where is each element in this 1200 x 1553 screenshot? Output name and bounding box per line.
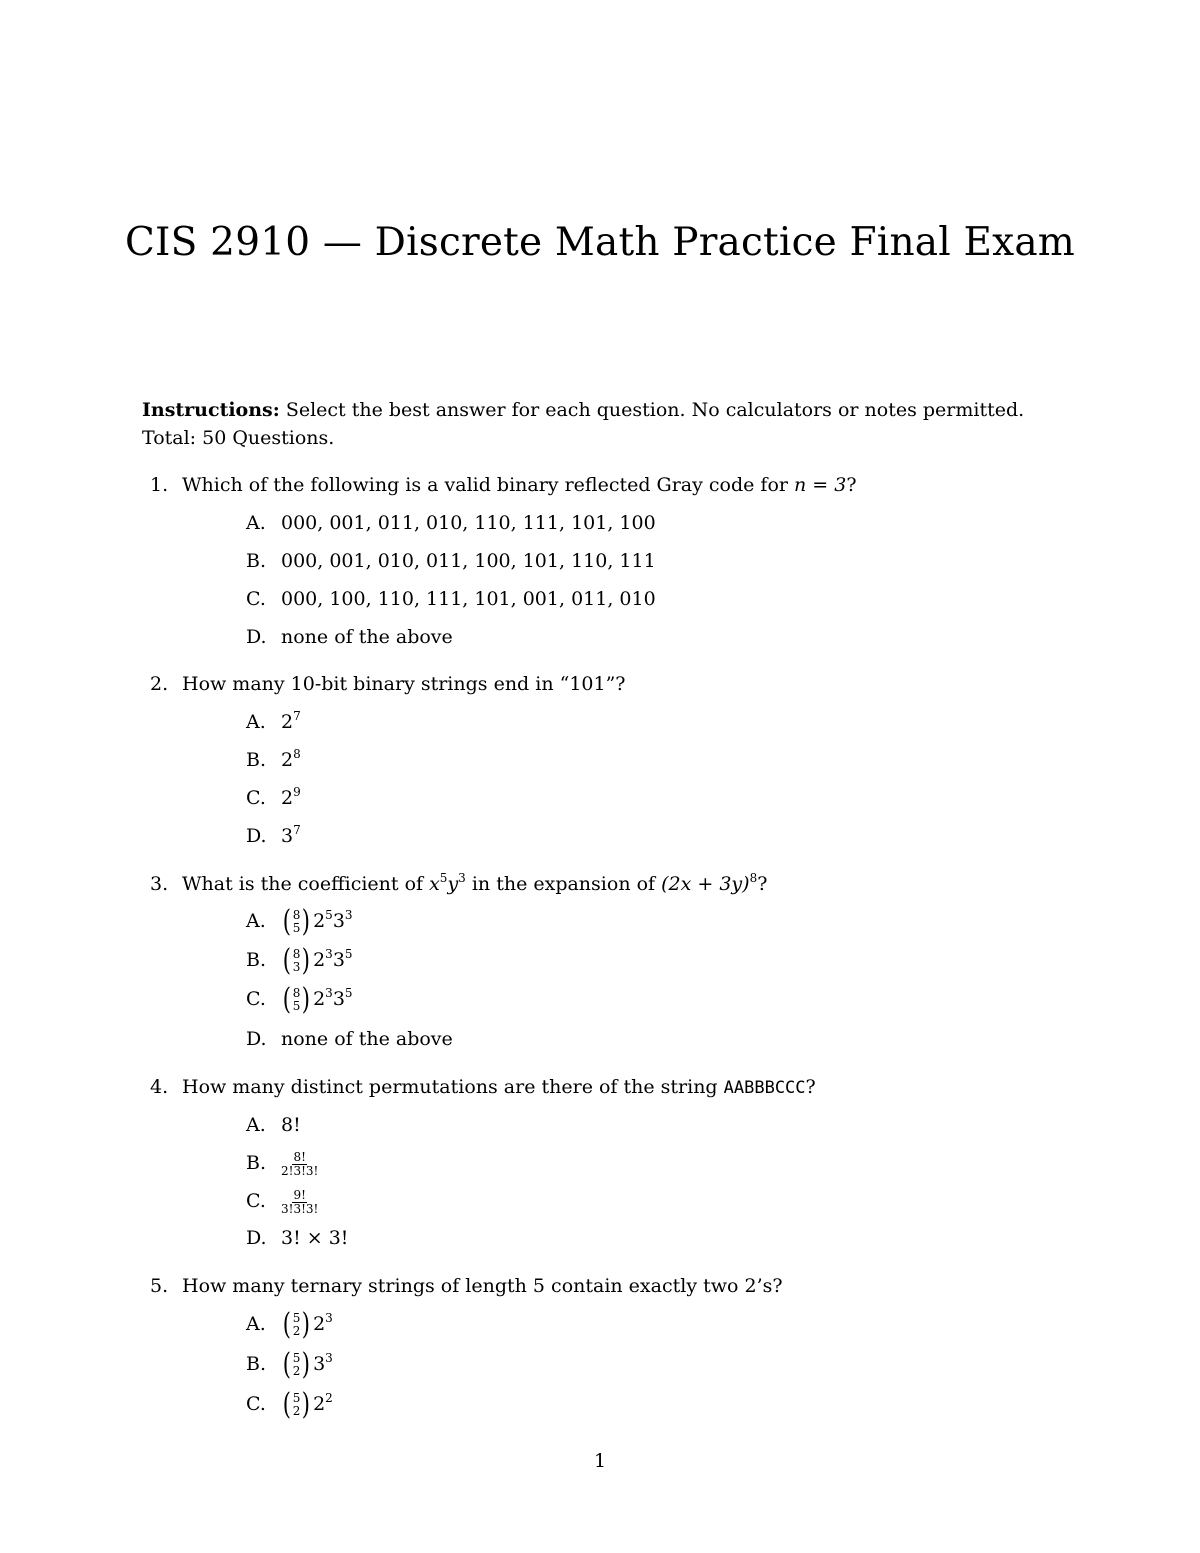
question-2	[150, 670, 626, 698]
binomial: ( 8 5 )	[282, 982, 311, 1017]
binomial-k: 5	[292, 921, 301, 935]
instructions-text: Select the best answer for each question. No calculators or notes permitted. Total: 50 Questions.	[142, 399, 1025, 449]
binomial: ( 5 2 )	[282, 1347, 311, 1382]
question-number: 3.	[150, 873, 169, 895]
question-3-option-a[interactable]	[246, 904, 353, 939]
question-3-option-c[interactable]	[246, 982, 353, 1017]
math-x-exp: 5	[439, 871, 448, 885]
option-letter: A.	[246, 1114, 266, 1136]
fraction-numerator: 8!	[293, 1149, 306, 1164]
option-letter: A.	[246, 1313, 266, 1335]
fraction	[281, 1151, 318, 1178]
binomial: ( 8 5 )	[282, 904, 311, 939]
question-5-option-b[interactable]	[246, 1347, 333, 1382]
binomial-n: 5	[292, 1391, 301, 1405]
option-letter: C.	[246, 988, 266, 1010]
question-1-option-d[interactable]	[246, 623, 453, 651]
question-number: 5.	[150, 1275, 169, 1297]
instructions-label: Instructions:	[142, 399, 280, 421]
factor-a-exp: 3	[325, 1311, 333, 1325]
factor-a-exp: 5	[325, 908, 333, 922]
question-text: How many distinct permutations are there of the string	[182, 1076, 724, 1098]
binomial-n: 8	[292, 908, 301, 922]
option-letter: B.	[246, 1353, 267, 1375]
option-letter: B.	[246, 749, 267, 771]
question-number: 4.	[150, 1076, 169, 1098]
question-3-option-d[interactable]	[246, 1025, 453, 1053]
binomial-n: 5	[292, 1311, 301, 1325]
binomial-n: 8	[292, 947, 301, 961]
option-exponent: 8	[293, 747, 301, 761]
binomial-k: 2	[292, 1404, 301, 1418]
question-text: What is the coefficient of	[182, 873, 430, 895]
option-letter: C.	[246, 588, 266, 610]
math-expression: (2x + 3y)	[661, 873, 750, 895]
question-1-option-c[interactable]	[246, 585, 656, 613]
option-exponent: 7	[293, 709, 301, 723]
question-text: How many 10-bit binary strings end in “101”?	[182, 673, 626, 695]
fraction-denominator: 3!3!3!	[281, 1201, 319, 1216]
factor-a-exp: 3	[325, 947, 333, 961]
page-title: CIS 2910 — Discrete Math Practice Final Exam	[125, 220, 1075, 265]
math-expression-exp: 8	[749, 871, 758, 885]
question-4-option-a[interactable]	[246, 1111, 301, 1139]
question-text: How many ternary strings of length 5 contain exactly two 2’s?	[182, 1275, 783, 1297]
fraction-denominator: 2!3!3!	[281, 1163, 319, 1178]
option-letter: A.	[246, 910, 266, 932]
question-3	[150, 870, 767, 898]
factor-b-exp: 5	[344, 947, 353, 961]
question-4-option-c[interactable]	[246, 1187, 318, 1216]
option-text: 8!	[281, 1114, 301, 1136]
binomial-n: 5	[292, 1351, 301, 1365]
factor-a: 2	[313, 949, 326, 971]
option-base: 2	[281, 711, 294, 733]
question-text-suffix: ?	[805, 1076, 816, 1098]
option-letter: C.	[246, 1190, 266, 1212]
question-text: Which of the following is a valid binary reflected Gray code for	[182, 474, 795, 496]
factor-a: 2	[313, 1393, 326, 1415]
option-letter: B.	[246, 949, 267, 971]
math-y-exp: 3	[458, 871, 466, 885]
question-2-option-a[interactable]	[246, 708, 301, 736]
factor-a: 3	[313, 1353, 326, 1375]
option-letter: D.	[246, 1227, 267, 1249]
binomial-n: 8	[292, 986, 301, 1000]
factor-b: 3	[332, 988, 345, 1010]
option-letter: D.	[246, 626, 267, 648]
option-text: none of the above	[281, 1028, 453, 1050]
option-letter: C.	[246, 787, 266, 809]
option-letter: B.	[246, 550, 267, 572]
page-number: 1	[593, 1450, 607, 1472]
factor-b: 3	[332, 910, 345, 932]
question-4	[150, 1073, 816, 1102]
question-5-option-c[interactable]	[246, 1387, 333, 1422]
option-letter: A.	[246, 512, 266, 534]
binomial-k: 2	[292, 1364, 301, 1378]
binomial: ( 5 2 )	[282, 1387, 311, 1422]
option-base: 2	[281, 749, 294, 771]
fraction-numerator: 9!	[293, 1187, 306, 1202]
question-2-option-b[interactable]	[246, 746, 301, 774]
question-number: 1.	[150, 474, 169, 496]
option-letter: D.	[246, 825, 267, 847]
binomial: ( 8 3 )	[282, 943, 311, 978]
factor-a-exp: 2	[325, 1391, 333, 1405]
option-base: 3	[281, 825, 294, 847]
question-2-option-c[interactable]	[246, 784, 301, 812]
binomial-k: 2	[292, 1324, 301, 1338]
math-x: x	[429, 873, 440, 895]
question-5-option-a[interactable]	[246, 1307, 333, 1342]
math-y: y	[447, 873, 459, 895]
question-5	[150, 1272, 783, 1300]
option-text: 000, 001, 011, 010, 110, 111, 101, 100	[281, 512, 656, 534]
question-1	[150, 471, 857, 499]
option-letter: D.	[246, 1028, 267, 1050]
binomial: ( 5 2 )	[282, 1307, 311, 1342]
question-2-option-d[interactable]	[246, 822, 301, 850]
instructions	[142, 396, 1072, 452]
factor-b-exp: 5	[344, 986, 353, 1000]
option-text: 000, 100, 110, 111, 101, 001, 011, 010	[281, 588, 656, 610]
option-letter: B.	[246, 1152, 267, 1174]
option-base: 2	[281, 787, 294, 809]
math-expression: n = 3	[794, 474, 847, 496]
option-text: 3! × 3!	[281, 1227, 349, 1249]
question-number: 2.	[150, 673, 169, 695]
question-1-option-b[interactable]	[246, 547, 656, 575]
factor-a: 2	[313, 910, 326, 932]
option-text: 000, 001, 010, 011, 100, 101, 110, 111	[281, 550, 656, 572]
option-letter: A.	[246, 711, 266, 733]
question-text-mid: in the expansion of	[465, 873, 662, 895]
binomial-k: 5	[292, 999, 301, 1013]
option-letter: C.	[246, 1393, 266, 1415]
binomial-k: 3	[292, 960, 301, 974]
code-string: AABBBCCC	[723, 1078, 806, 1098]
factor-a: 2	[313, 1313, 326, 1335]
question-text-suffix: ?	[757, 873, 768, 895]
question-4-option-b[interactable]	[246, 1149, 318, 1178]
question-1-option-a[interactable]	[246, 509, 656, 537]
factor-a-exp: 3	[325, 986, 333, 1000]
fraction	[281, 1189, 318, 1216]
factor-b: 3	[332, 949, 345, 971]
question-text-suffix: ?	[846, 474, 857, 496]
option-exponent: 7	[293, 823, 301, 837]
option-exponent: 9	[293, 785, 301, 799]
question-4-option-d[interactable]	[246, 1224, 348, 1252]
factor-a: 2	[313, 988, 326, 1010]
question-3-option-b[interactable]	[246, 943, 353, 978]
factor-a-exp: 3	[325, 1351, 333, 1365]
factor-b-exp: 3	[344, 908, 353, 922]
option-text: none of the above	[281, 626, 453, 648]
